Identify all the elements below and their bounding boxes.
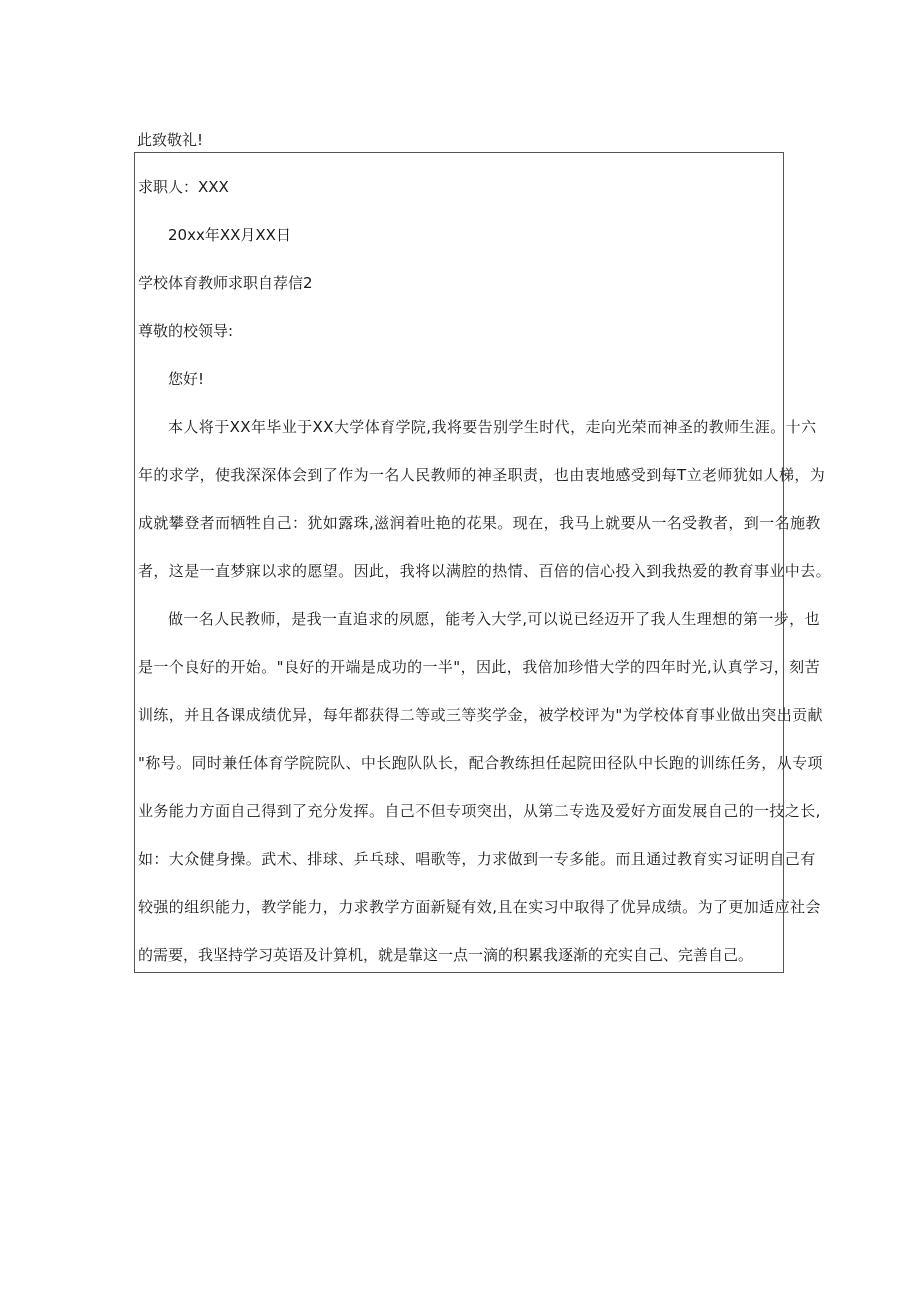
- letter-title: 学校体育教师求职自荐信2: [138, 274, 313, 292]
- paragraph-line: "称号。同时兼任体育学院院队、中长跑队队长，配合教练担任起院田径队中长跑的训练任务，从专项: [138, 754, 823, 772]
- paragraph-line: 成就攀登者而牺牲自己：犹如露珠,滋润着吐艳的花果。现在，我马上就要从一名受教者，到一名施教: [138, 514, 821, 532]
- paragraph-line: 是一个良好的开始。"良好的开端是成功的一半"，因此，我倍加珍惜大学的四年时光,认真学习，刻苦: [138, 658, 820, 676]
- greeting: 您好!: [168, 370, 205, 388]
- paragraph-line: 业务能力方面自己得到了充分发挥。自己不但专项突出，从第二专选及爱好方面发展自己的一技之长,: [138, 802, 821, 820]
- date-line: 20xx年XX月XX日: [168, 226, 291, 244]
- salutation: 尊敬的校领导:: [138, 322, 234, 340]
- paragraph-line: 训练，并且各课成绩优异，每年都获得二等或三等奖学金，被学校评为"为学校体育事业做出突出贡献: [138, 706, 823, 724]
- paragraph-line: 做一名人民教师，是我一直追求的夙愿，能考入大学,可以说已经迈开了我人生理想的第一步，也: [168, 610, 820, 628]
- paragraph-line: 较强的组织能力，教学能力，力求教学方面新疑有效,且在实习中取得了优异成绩。为了更加适应社会: [138, 898, 821, 916]
- paragraph-line: 者，这是一直梦寐以求的愿望。因此，我将以满腔的热情、百倍的信心投入到我热爱的教育事业中去。: [138, 562, 832, 580]
- closing-line: 此致敬礼!: [137, 131, 204, 149]
- paragraph-line: 本人将于XX年毕业于XX大学体育学院,我将要告别学生时代，走向光荣而神圣的教师生涯。十六: [168, 418, 817, 436]
- paragraph-line: 如：大众健身操。武术、排球、乒乓球、唱歌等，力求做到一专多能。而且通过教育实习证明自己有: [138, 850, 816, 868]
- paragraph-line: 年的求学，使我深深体会到了作为一名人民教师的神圣职责，也由衷地感受到每T立老师犹如人梯，为: [138, 466, 826, 484]
- letter-frame: [134, 152, 832, 973]
- paragraph-line: 的需要，我坚持学习英语及计算机，就是靠这一点一滴的积累我逐渐的充实自己、完善自己。: [138, 946, 754, 964]
- applicant-line: 求职人：XXX: [138, 178, 229, 196]
